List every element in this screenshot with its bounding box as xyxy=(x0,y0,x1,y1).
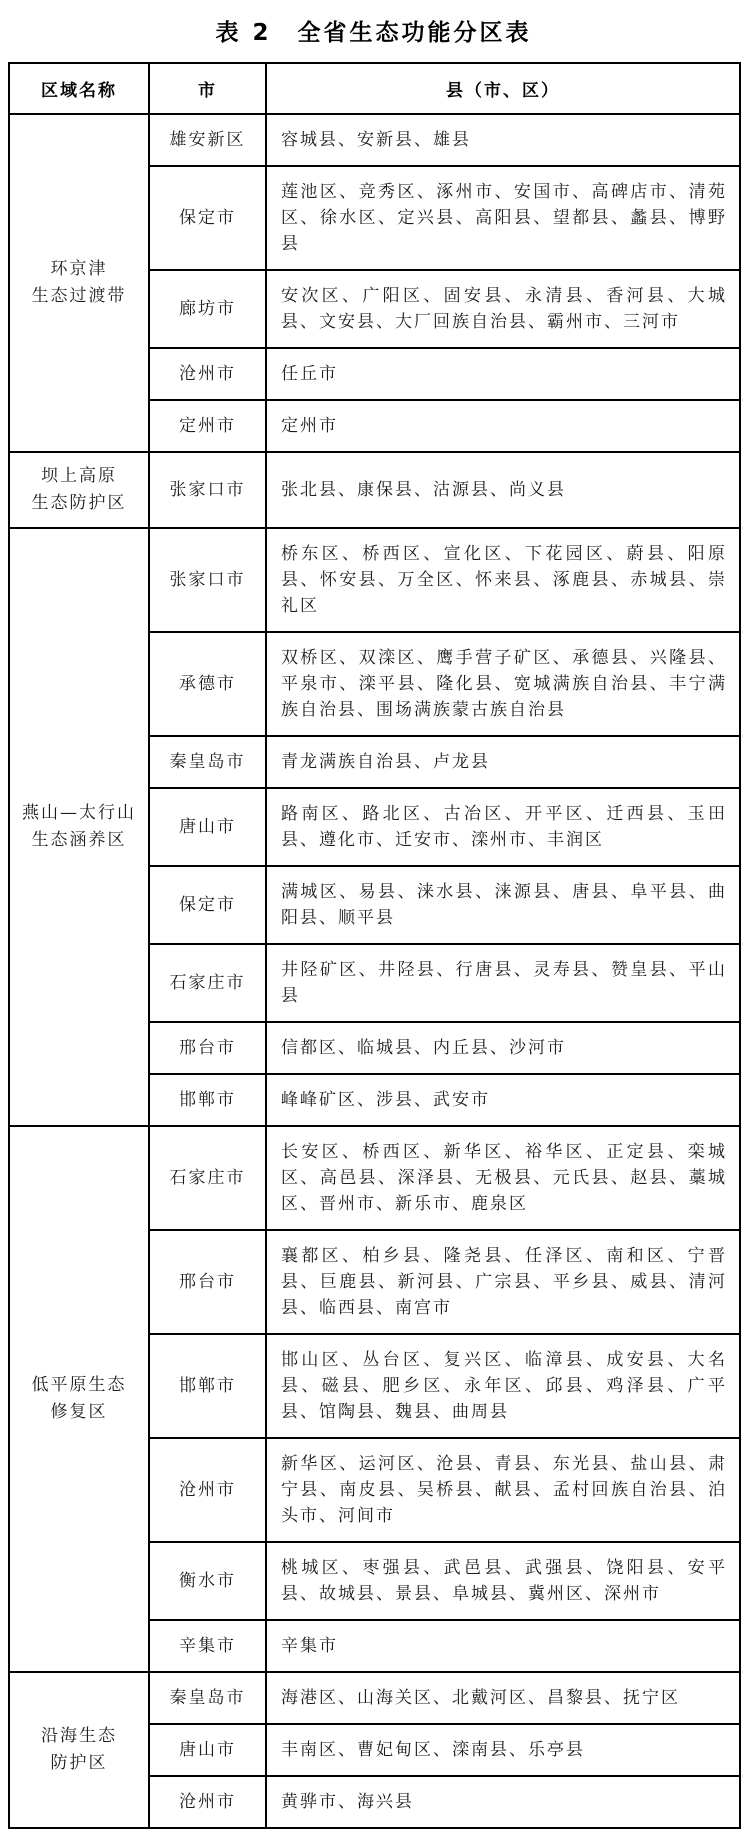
city-cell: 定州市 xyxy=(149,400,266,452)
header-city: 市 xyxy=(149,63,266,114)
counties-cell: 满城区、易县、涞水县、涞源县、唐县、阜平县、曲阳县、顺平县 xyxy=(266,866,740,944)
city-cell: 邯郸市 xyxy=(149,1334,266,1438)
city-cell: 承德市 xyxy=(149,632,266,736)
counties-cell: 莲池区、竞秀区、涿州市、安国市、高碑店市、清苑区、徐水区、定兴县、高阳县、望都县、蠡县、博野县 xyxy=(266,166,740,270)
region-name-cell: 低平原生态 修复区 xyxy=(9,1126,149,1672)
table-row xyxy=(9,114,740,166)
counties-cell: 井陉矿区、井陉县、行唐县、灵寿县、赞皇县、平山县 xyxy=(266,944,740,1022)
counties-cell: 丰南区、曹妃甸区、滦南县、乐亭县 xyxy=(266,1724,740,1776)
city-cell: 雄安新区 xyxy=(149,114,266,166)
city-cell: 邢台市 xyxy=(149,1022,266,1074)
header-county: 县（市、区） xyxy=(266,63,740,114)
city-cell: 邢台市 xyxy=(149,1230,266,1334)
counties-cell: 任丘市 xyxy=(266,348,740,400)
counties-cell: 海港区、山海关区、北戴河区、昌黎县、抚宁区 xyxy=(266,1672,740,1724)
city-cell: 张家口市 xyxy=(149,452,266,528)
city-cell: 张家口市 xyxy=(149,528,266,632)
city-cell: 廊坊市 xyxy=(149,270,266,348)
counties-cell: 桃城区、枣强县、武邑县、武强县、饶阳县、安平县、故城县、景县、阜城县、冀州区、深州市 xyxy=(266,1542,740,1620)
header-region-name: 区域名称 xyxy=(9,63,149,114)
city-cell: 秦皇岛市 xyxy=(149,1672,266,1724)
counties-cell: 信都区、临城县、内丘县、沙河市 xyxy=(266,1022,740,1074)
counties-cell: 峰峰矿区、涉县、武安市 xyxy=(266,1074,740,1126)
city-cell: 石家庄市 xyxy=(149,1126,266,1230)
table-row xyxy=(9,1126,740,1230)
counties-cell: 辛集市 xyxy=(266,1620,740,1672)
city-cell: 衡水市 xyxy=(149,1542,266,1620)
city-cell: 邯郸市 xyxy=(149,1074,266,1126)
counties-cell: 定州市 xyxy=(266,400,740,452)
city-cell: 保定市 xyxy=(149,866,266,944)
counties-cell: 双桥区、双滦区、鹰手营子矿区、承德县、兴隆县、平泉市、滦平县、隆化县、宽城满族自治县、丰宁满族自治县、围场满族蒙古族自治县 xyxy=(266,632,740,736)
counties-cell: 黄骅市、海兴县 xyxy=(266,1776,740,1828)
table-row xyxy=(9,528,740,632)
counties-cell: 长安区、桥西区、新华区、裕华区、正定县、栾城区、高邑县、深泽县、无极县、元氏县、赵县、藁城区、晋州市、新乐市、鹿泉区 xyxy=(266,1126,740,1230)
counties-cell: 张北县、康保县、沽源县、尚义县 xyxy=(266,452,740,528)
region-name-cell: 环京津 生态过渡带 xyxy=(9,114,149,452)
header-row xyxy=(9,63,740,114)
counties-cell: 邯山区、丛台区、复兴区、临漳县、成安县、大名县、磁县、肥乡区、永年区、邱县、鸡泽县、广平县、馆陶县、魏县、曲周县 xyxy=(266,1334,740,1438)
counties-cell: 容城县、安新县、雄县 xyxy=(266,114,740,166)
counties-cell: 安次区、广阳区、固安县、永清县、香河县、大城县、文安县、大厂回族自治县、霸州市、三河市 xyxy=(266,270,740,348)
city-cell: 沧州市 xyxy=(149,348,266,400)
city-cell: 唐山市 xyxy=(149,1724,266,1776)
city-cell: 沧州市 xyxy=(149,1438,266,1542)
city-cell: 保定市 xyxy=(149,166,266,270)
counties-cell: 襄都区、柏乡县、隆尧县、任泽区、南和区、宁晋县、巨鹿县、新河县、广宗县、平乡县、威县、清河县、临西县、南宫市 xyxy=(266,1230,740,1334)
zone-table-body xyxy=(9,114,740,1828)
city-cell: 辛集市 xyxy=(149,1620,266,1672)
region-name-cell: 燕山—太行山 生态涵养区 xyxy=(9,528,149,1126)
counties-cell: 新华区、运河区、沧县、青县、东光县、盐山县、肃宁县、南皮县、吴桥县、献县、孟村回族自治县、泊头市、河间市 xyxy=(266,1438,740,1542)
region-name-cell: 沿海生态 防护区 xyxy=(9,1672,149,1828)
city-cell: 沧州市 xyxy=(149,1776,266,1828)
page-title: 表 2 全省生态功能分区表 xyxy=(215,20,532,46)
table-row xyxy=(9,452,740,528)
counties-cell: 青龙满族自治县、卢龙县 xyxy=(266,736,740,788)
city-cell: 唐山市 xyxy=(149,788,266,866)
city-cell: 石家庄市 xyxy=(149,944,266,1022)
counties-cell: 桥东区、桥西区、宣化区、下花园区、蔚县、阳原县、怀安县、万全区、怀来县、涿鹿县、赤城县、崇礼区 xyxy=(266,528,740,632)
table-header xyxy=(9,63,740,114)
eco-zone-table xyxy=(8,62,741,1829)
region-name-cell: 坝上高原 生态防护区 xyxy=(9,452,149,528)
counties-cell: 路南区、路北区、古冶区、开平区、迁西县、玉田县、遵化市、迁安市、滦州市、丰润区 xyxy=(266,788,740,866)
city-cell: 秦皇岛市 xyxy=(149,736,266,788)
table-row xyxy=(9,1672,740,1724)
